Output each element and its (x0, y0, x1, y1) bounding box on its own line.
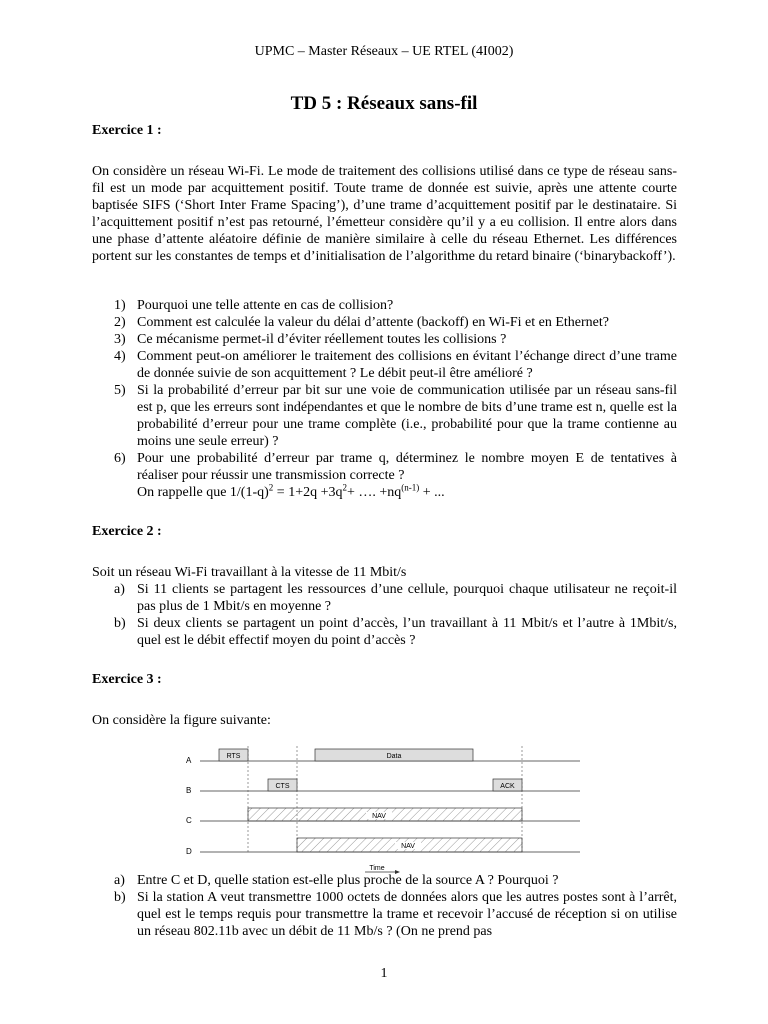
question-marker: a) (114, 582, 125, 597)
row-label-d: D (186, 847, 192, 856)
formula-mid: = 1+2q +3q (273, 485, 343, 500)
exercise-1-intro: On considère un réseau Wi-Fi. Le mode de traitement des collisions utilisé dans ce type de réseau sans-fil est un mode par acquittement positif. Toute trame de donnée est suivie, après une attente courte baptisée SIFS (‘Short Inter Frame Spacing’), d’une trame d’acquittement positif par le destinataire. Si l’acquittement positif n’est pas retourné, l’émetteur considère qu’il y a eu collision. Il entre alors dans une phase d’attente aléatoire définie de manière similaire à celle du réseau Ethernet. Les différences portent sur les constantes de temps et d’initialisation de l’algorithme du retard binaire (‘binarybackoff’). (92, 164, 677, 264)
question-marker: 3) (114, 332, 126, 347)
data-label: Data (386, 753, 402, 760)
exercise-1-heading: Exercice 1 : (92, 123, 162, 138)
exercise-2-heading: Exercice 2 : (92, 524, 162, 539)
question-item (92, 314, 677, 331)
page-number: 1 (380, 966, 388, 981)
question-marker: 1) (114, 298, 126, 313)
question-item (92, 450, 677, 501)
rts-label: RTS (226, 753, 241, 760)
exercise-3-questions (92, 872, 677, 940)
question-marker: b) (114, 890, 126, 905)
formula-exponent: (n-1) (401, 482, 420, 493)
question-text: Si la station A veut transmettre 1000 octets de données alors que les autres postes sont à l’arrêt, quel est le temps requis pour transmettre la trame et recevoir l’accusé de réception si on utilise un réseau 802.11b avec un débit de 11 Mb/s ? (On ne prend pas (137, 890, 677, 939)
formula (137, 482, 445, 500)
question-text: Si deux clients se partagent un point d’accès, l’un travaillant à 11 Mbit/s et l’autre à 1Mbit/s, quel est le débit effectif moyen du point d’accès ? (137, 616, 677, 648)
question-marker: 2) (114, 315, 126, 330)
question-item (92, 615, 677, 649)
question-text: Pourquoi une telle attente en cas de collision? (137, 298, 394, 313)
formula-exponent: 2 (268, 482, 274, 493)
row-label-c: C (186, 816, 192, 825)
question-item (92, 872, 677, 889)
question-marker: 5) (114, 383, 126, 398)
exercise-1-questions (92, 297, 677, 501)
question-marker: 6) (114, 451, 126, 466)
formula-mid: + …. +nq (346, 485, 402, 500)
row-label-a: A (186, 756, 192, 765)
formula-exponent: 2 (342, 482, 347, 493)
question-item (92, 581, 677, 615)
cts-label: CTS (275, 783, 290, 790)
exercise-2-intro: Soit un réseau Wi-Fi travaillant à la vitesse de 11 Mbit/s (92, 565, 407, 580)
question-marker: a) (114, 873, 125, 888)
rts-cts-timing-figure (180, 744, 590, 874)
question-marker: 4) (114, 349, 126, 364)
question-item (92, 348, 677, 382)
question-text: Comment peut-on améliorer le traitement des collisions en évitant l’échange direct d’une trame de donnée suivie de son acquittement ? Le débit peut-il être amélioré ? (137, 349, 677, 381)
nav-d-label: NAV (401, 843, 415, 850)
ack-label: ACK (500, 783, 515, 790)
question-item (92, 297, 677, 314)
exercise-3-intro: On considère la figure suivante: (92, 713, 271, 728)
exercise-3-heading: Exercice 3 : (92, 672, 162, 687)
question-item (92, 382, 677, 450)
formula-suffix: + ... (419, 485, 445, 500)
running-header: UPMC – Master Réseaux – UE RTEL (4I002) (254, 44, 514, 59)
question-text: Comment est calculée la valeur du délai d’attente (backoff) en Wi-Fi et en Ethernet? (137, 315, 610, 330)
question-text: Pour une probabilité d’erreur par trame q, déterminez le nombre moyen E de tentatives à réaliser pour réussir une transmission correcte ? (137, 451, 677, 483)
question-marker: b) (114, 616, 126, 631)
question-text: Ce mécanisme permet-il d’éviter réellement toutes les collisions ? (137, 332, 507, 347)
question-item (92, 889, 677, 940)
formula-prefix: On rappelle que 1/(1-q) (137, 485, 269, 500)
row-label-b: B (186, 786, 192, 795)
question-item (92, 331, 677, 348)
question-text: Si la probabilité d’erreur par bit sur une voie de communication utilisée par un réseau sans-fil est p, que les erreurs sont indépendantes et que le nombre de bits d’une trame est n, quelle est la probabilité d’erreur pour une trame complète (i.e., probabilité pour que la trame contienne au moins une seule erreur) ? (137, 383, 677, 449)
page-title: TD 5 : Réseaux sans-fil (290, 93, 478, 114)
time-axis-label: Time (369, 865, 385, 872)
question-text: Si 11 clients se partagent les ressources d’une cellule, pourquoi chaque utilisateur ne reçoit-il pas plus de 1 Mbit/s en moyenne ? (137, 582, 677, 614)
nav-c-label: NAV (372, 813, 386, 820)
question-text: Entre C et D, quelle station est-elle plus proche de la source A ? Pourquoi ? (137, 873, 559, 888)
exercise-2-questions (92, 581, 677, 649)
